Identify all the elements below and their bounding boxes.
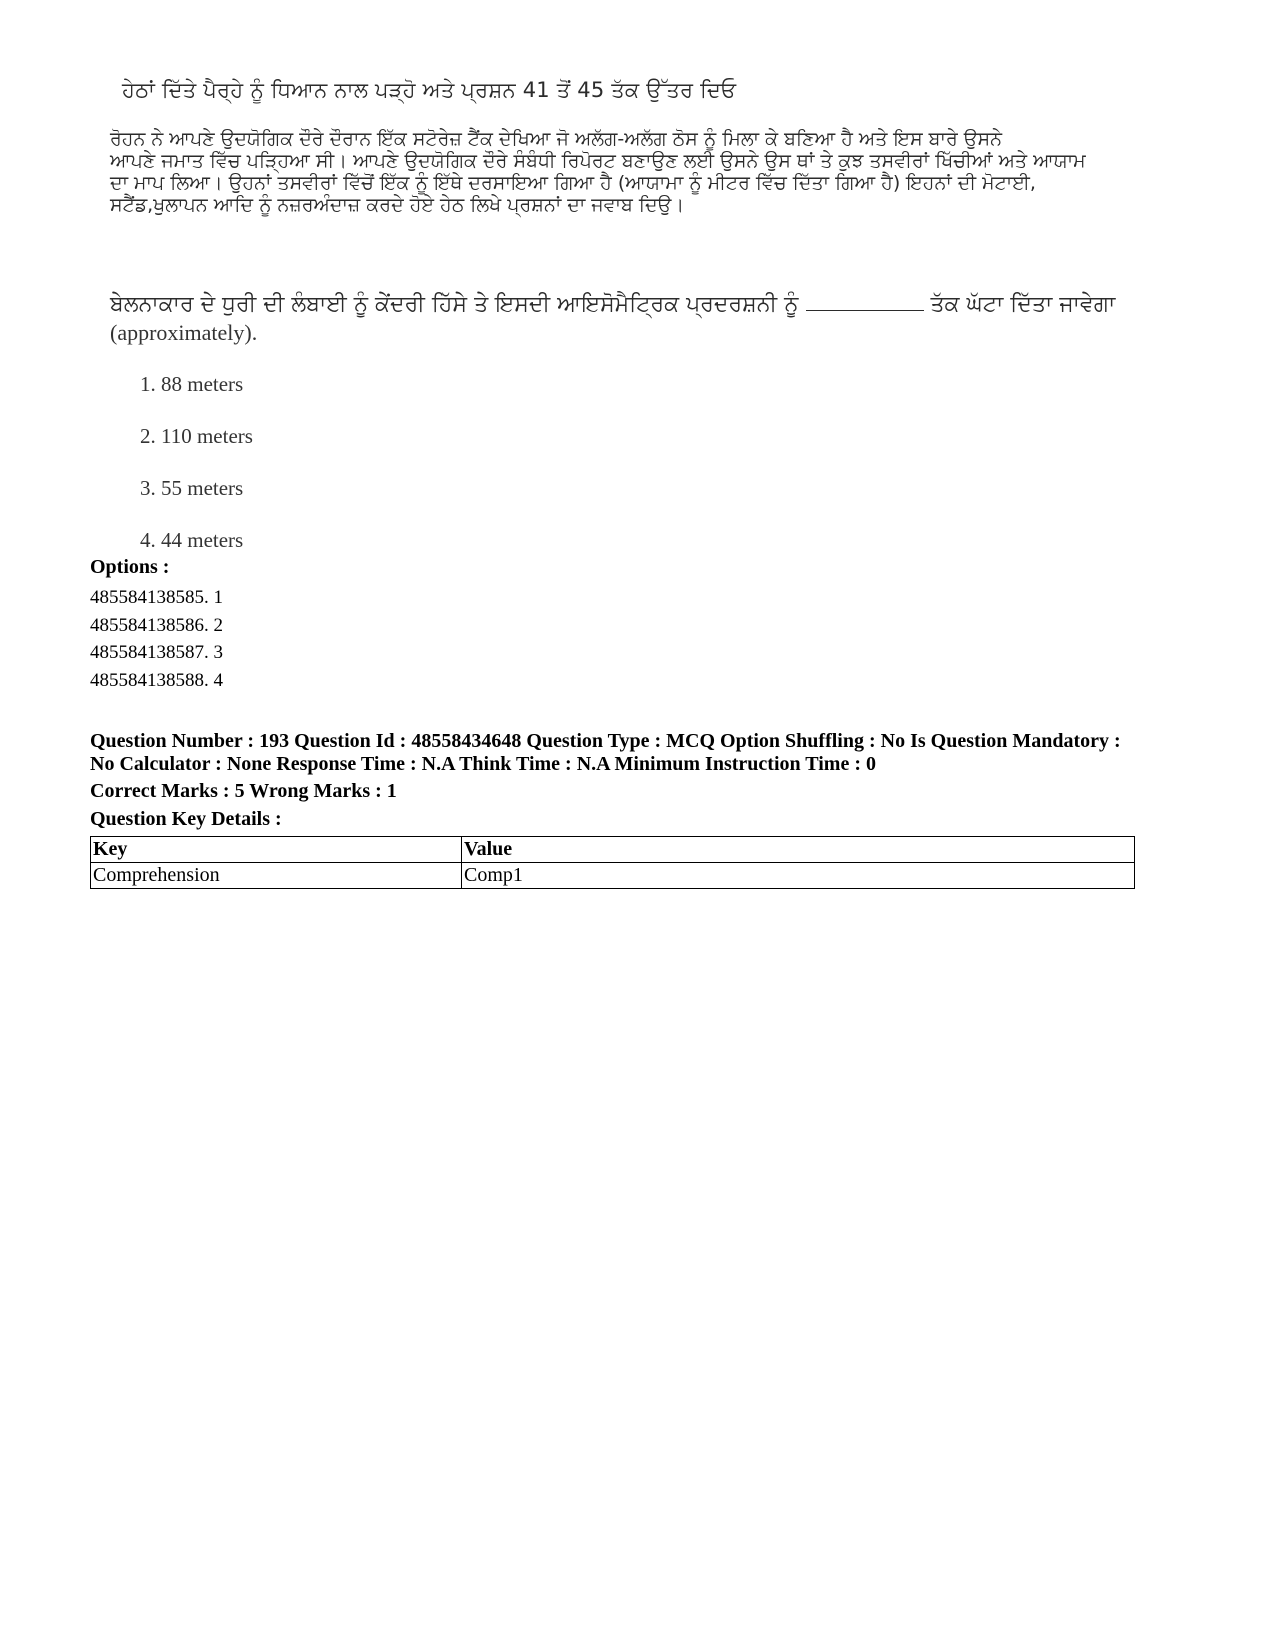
question-metadata [90,730,1150,776]
passage-line: ਦਾ ਮਾਪ ਲਿਆ। ਉਹਨਾਂ ਤਸਵੀਰਾਂ ਵਿੱਚੋਂ ਇੱਕ ਨੂੰ ਇੱਥੇ ਦਰਸਾਇਆ ਗਿਆ ਹੈ (ਆਯਾਮਾ ਨੂੰ ਮੀਟਰ ਵਿੱਚ ਦਿੱਤਾ ਗਿਆ ਹੈ) ਇਹਨਾਂ ਦੀ ਮੋਟਾਈ, [110,172,1036,194]
stem-line [110,288,1170,320]
comprehension-passage [110,128,1170,216]
question-stem [110,288,1170,348]
option-item: 485584138586. 2 [90,614,223,636]
option-item: 485584138585. 1 [90,587,223,608]
stem-text-after-blank: ਤੱਕ ਘੱਟਾ ਦਿੱਤਾ ਜਾਵੇਗਾ [930,292,1116,317]
image-option: 3. 55 meters [140,476,244,500]
table-header-row [91,837,1135,863]
table-row [91,863,1135,889]
image-option: 2. 110 meters [140,424,253,448]
image-option: 1. 88 meters [140,372,244,396]
stem-note: (approximately). [110,320,258,345]
table-cell-value: Comp1 [462,863,1135,889]
passage-line: ਰੋਹਨ ਨੇ ਆਪਣੇ ਉਦਯੋਗਿਕ ਦੌਰੇ ਦੌਰਾਨ ਇੱਕ ਸਟੋਰੇਜ਼ ਟੈਂਕ ਦੇਖਿਆ ਜੋ ਅਲੱਗ-ਅਲੱਗ ਠੋਸ ਨੂੰ ਮਿਲਾ ਕੇ ਬਣਿਆ ਹੈ ਅਤੇ ਇਸ ਬਾਰੇ ਉਸਨੇ [110,128,1003,150]
metadata-line: Question Number : 193 Question Id : 48558434648 Question Type : MCQ Option Shuffling : No Is Question Mandatory : [90,730,1121,752]
passage-line: ਆਪਣੇ ਜਮਾਤ ਵਿੱਚ ਪੜ੍ਹਿਆ ਸੀ। ਆਪਣੇ ਉਦਯੋਗਿਕ ਦੌਰੇ ਸੰਬੰਧੀ ਰਿਪੋਰਟ ਬਣਾਉਣ ਲਈ ਉਸਨੇ ਉਸ ਥਾਂ ਤੇ ਕੁਝ ਤਸਵੀਰਾਂ ਖਿੱਚੀਆਂ ਅਤੇ ਆਯਾਮ [110,150,1086,172]
table-header-key: Key [91,837,462,863]
option-item: 485584138587. 3 [90,642,223,663]
key-details-heading: Question Key Details : [90,808,282,830]
marks-line: Correct Marks : 5 Wrong Marks : 1 [90,780,397,802]
metadata-line: No Calculator : None Response Time : N.A Think Time : N.A Minimum Instruction Time : 0 [90,753,876,775]
options-list [90,584,223,694]
key-details-table [90,836,1135,889]
options-heading: Options : [90,556,170,578]
passage-line: ਸਟੈਂਡ,ਖੁਲਾਪਨ ਆਦਿ ਨੂੰ ਨਜ਼ਰਅੰਦਾਜ਼ ਕਰਦੇ ਹੋਏ ਹੇਠ ਲਿਖੇ ਪ੍ਰਸ਼ਨਾਂ ਦਾ ਜਵਾਬ ਦਿਉ। [110,194,685,216]
fill-in-blank [806,288,924,311]
table-cell-key: Comprehension [91,863,462,889]
option-item: 485584138588. 4 [90,669,223,691]
image-option: 4. 44 meters [140,528,244,552]
table-header-value: Value [462,837,1135,863]
passage-instruction: ਹੇਠਾਂ ਦਿੱਤੇ ਪੈਰ੍ਹੇ ਨੂੰ ਧਿਆਨ ਨਾਲ ਪੜ੍ਹੋ ਅਤੇ ਪ੍ਰਸ਼ਨ 41 ਤੋਂ 45 ਤੱਕ ਉੱਤਰ ਦਿਓ [122,78,737,102]
stem-text-before-blank: ਬੇਲਨਾਕਾਰ ਦੇ ਧੁਰੀ ਦੀ ਲੰਬਾਈ ਨੂੰ ਕੇਂਦਰੀ ਹਿੱਸੇ ਤੇ ਇਸਦੀ ਆਇਸੋਮੈਟ੍ਰਿਕ ਪ੍ਰਦਰਸ਼ਨੀ ਨੂੰ [110,292,799,317]
